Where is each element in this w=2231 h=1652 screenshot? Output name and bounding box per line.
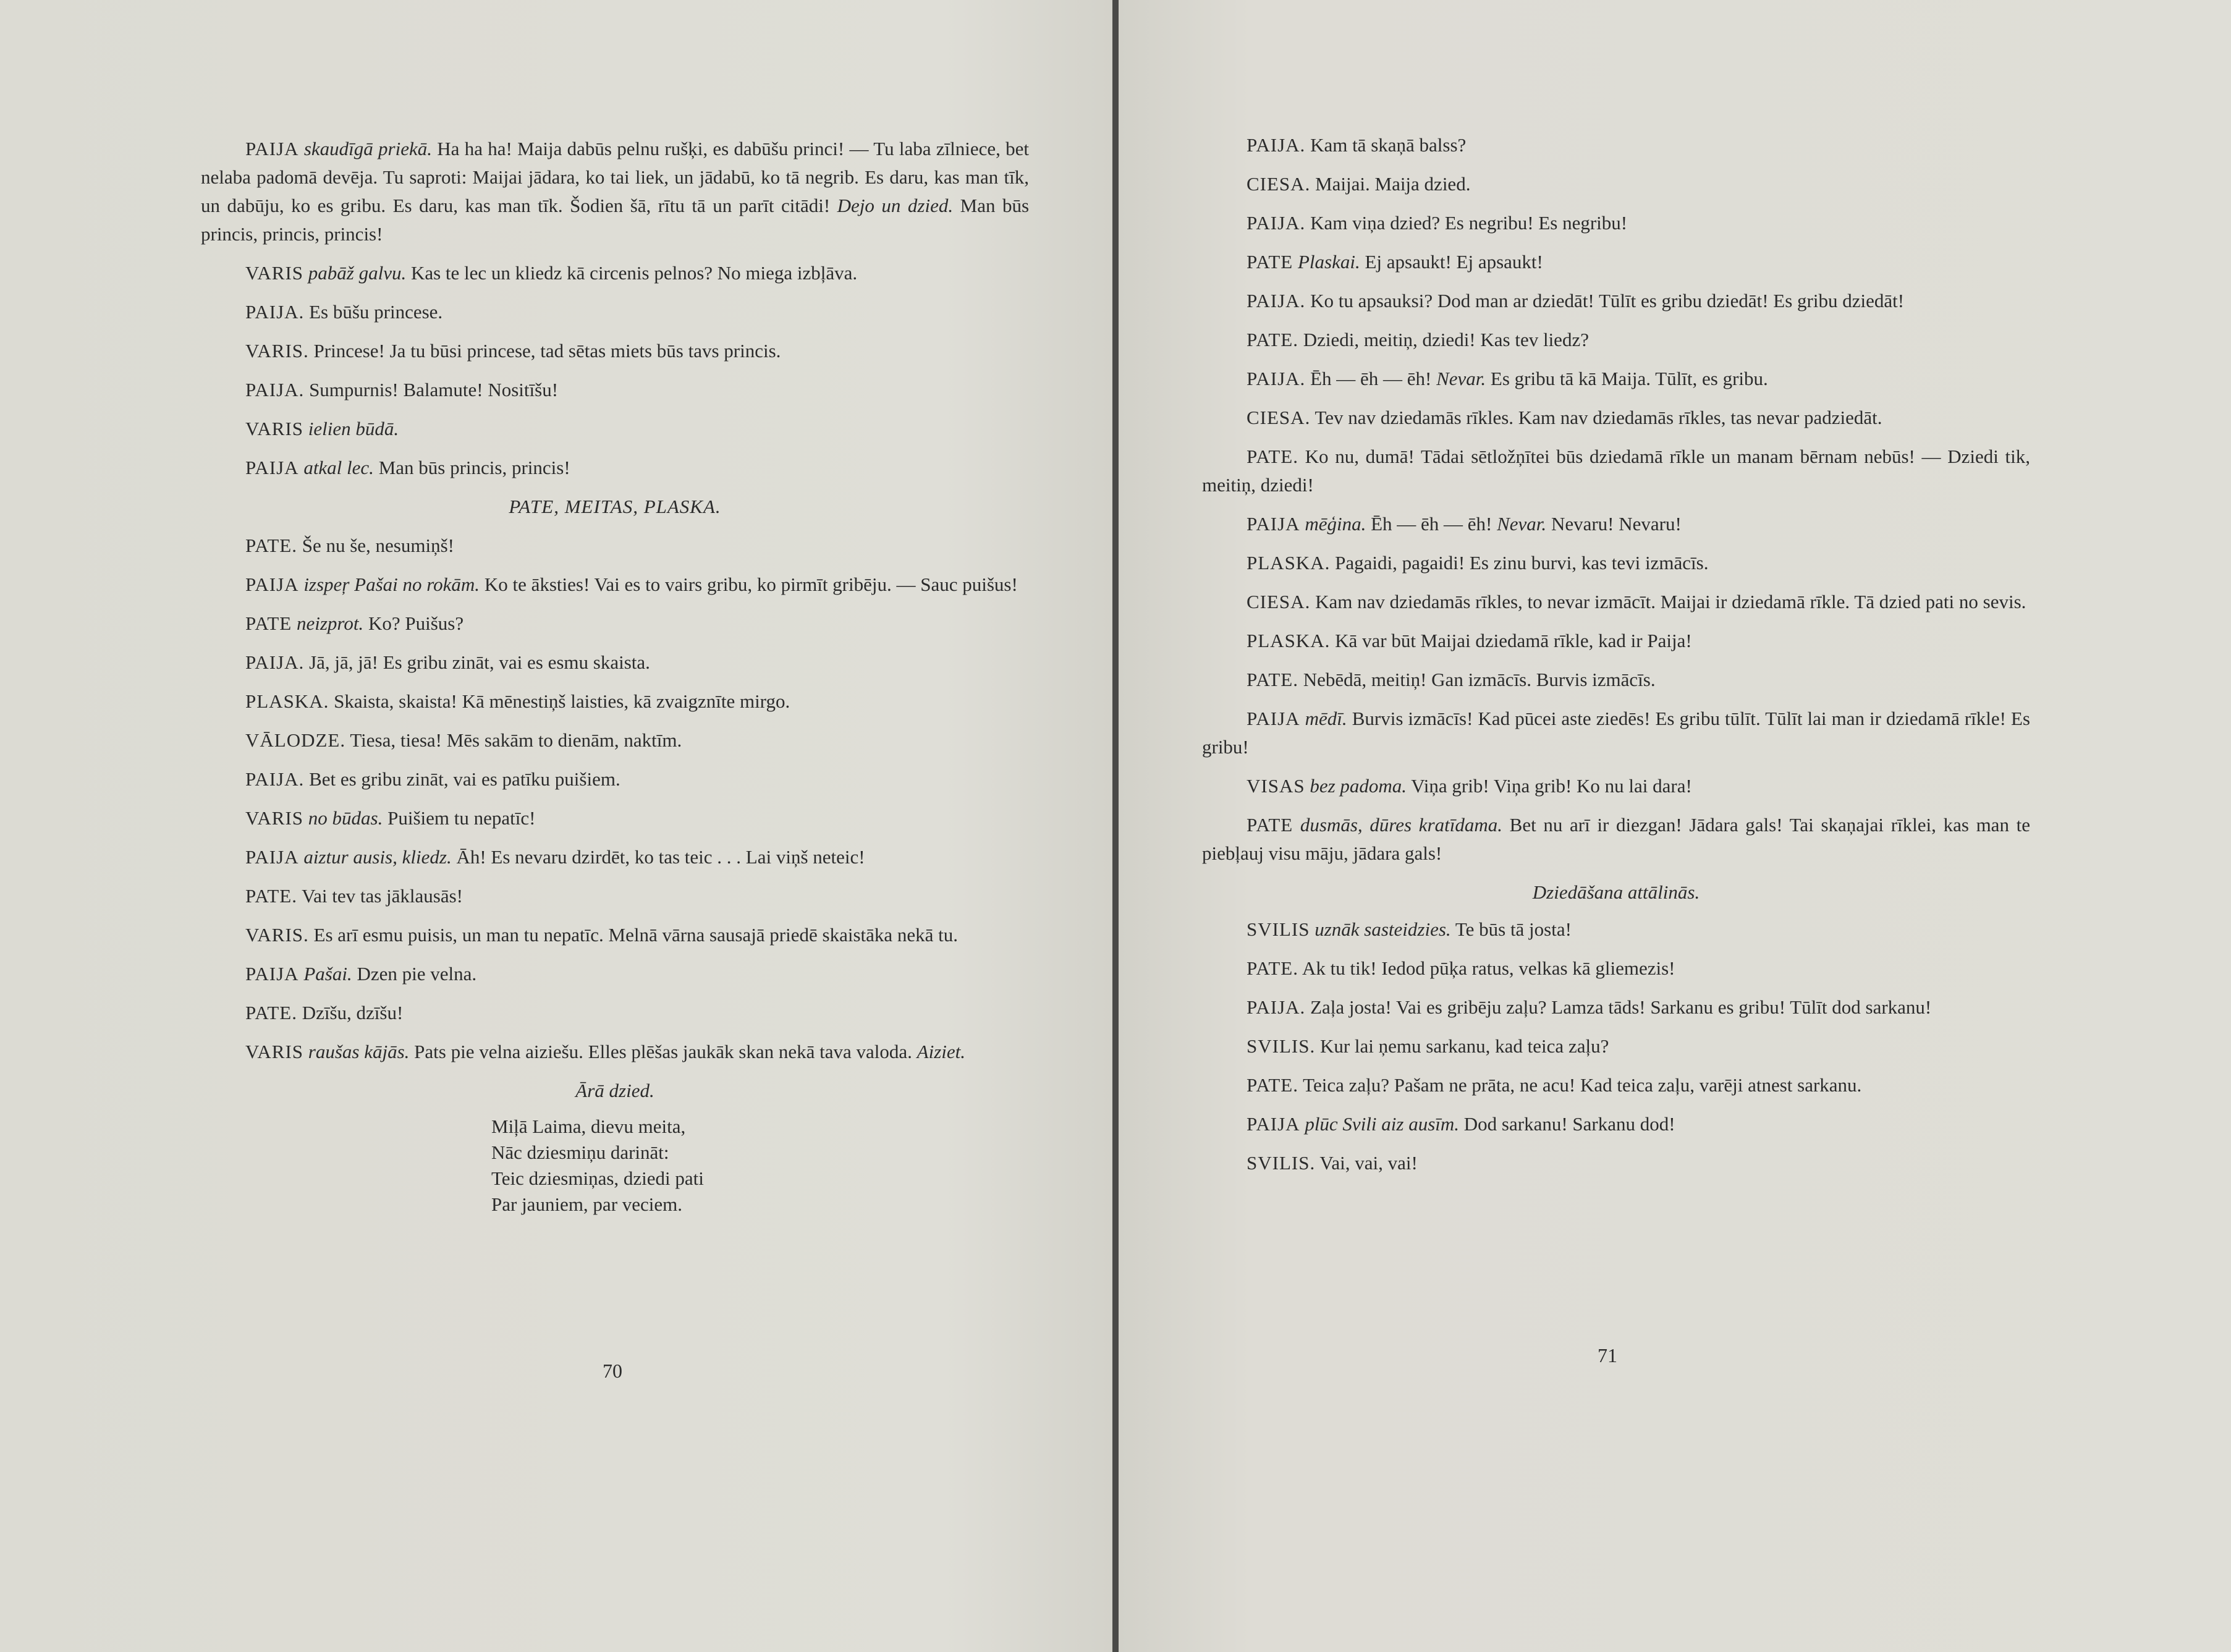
speaker-name: SVILIS. [1247,1035,1316,1057]
dialogue-line [1202,772,2030,800]
stage-direction: dusmās, dūres kratīdama. [1300,814,1502,836]
stage-direction: Nevar. [1497,513,1547,535]
dialogue-line [1202,627,2030,655]
speaker-name: PATE. [245,535,297,556]
dialogue-line [201,882,1029,910]
dialogue-line [1202,170,2030,198]
speaker-name: PAIJA. [245,379,305,400]
speaker-name: PAIJA [1247,1113,1300,1135]
dialogue-line [1202,131,2030,159]
line-text: Dod sarkanu! Sarkanu dod! [1463,1113,1675,1135]
line-text: Man būs princis, princis, princis! [201,195,1030,245]
line-text: Jā, jā, jā! Es gribu zināt, vai es esmu skaista. [309,651,650,673]
line-text: Te būs tā josta! [1455,918,1572,940]
speaker-name: VARIS. [245,924,309,946]
speaker-name: PAIJA [245,574,299,595]
speaker-name: SVILIS [1247,918,1310,940]
dialogue-line [201,804,1029,832]
dialogue-line [1202,915,2030,944]
stage-direction: raušas kājās. [308,1041,410,1062]
song-heading: Dziedāšana attālinās. [1532,881,1700,903]
speaker-name: PATE. [245,1002,297,1023]
book-gutter [1112,0,1119,1652]
speaker-name: PATE. [1247,329,1298,350]
dialogue-line [201,609,1029,638]
stage-direction: neizprot. [296,612,364,634]
dialogue-line [201,532,1029,560]
speaker-name: VARIS [245,807,304,829]
line-text: Ha ha ha! Maija dabūs pelnu rušķi, es dabūšu princi! — Tu laba zīlniece, bet nelaba padomā devēja. Tu saproti: Maijai jādara, ko tai liek, un jādabū, ko tā negrib. Es daru, kas man tīk, un dabūju, ko es gribu. Es daru, kas man tīk. Šodien šā, rītu tā un parīt citādi! [201,138,1030,216]
speaker-name: CIESA. [1247,173,1311,195]
verse-line: Miļā Laima, dievu meita, [491,1116,686,1137]
line-text: Es būšu princese. [309,301,443,323]
line-text: Ko? Puišus? [368,612,464,634]
dialogue-line [201,648,1029,677]
dialogue-line [1202,443,2030,499]
stage-direction: Aiziet. [917,1041,966,1062]
dialogue-line [201,960,1029,988]
right-page-text [1202,131,2030,1188]
dialogue-line [201,1038,1029,1066]
line-text: Še nu še, nesumiņš! [302,535,454,556]
stage-direction: mēģina. [1305,513,1366,535]
dialogue-line [1202,549,2030,577]
dialogue-line [201,999,1029,1027]
line-text: Pagaidi, pagaidi! Es zinu burvi, kas tevi izmācīs. [1335,552,1709,574]
line-text: Vai tev tas jāklausās! [302,885,464,907]
stage-direction: aiztur ausis, kliedz. [303,846,452,868]
stage-direction: pabāž galvu. [308,262,407,284]
speaker-name: PATE. [1247,957,1298,979]
speaker-name: PAIJA [1247,708,1300,729]
stage-direction: Nevar. [1436,368,1486,389]
line-text: Burvis izmācīs! Kad pūcei aste ziedēs! Es gribu tūlīt. Tūlīt lai man ir dziedamā rīkle! Es gribu! [1202,708,2030,758]
dialogue-line [1202,365,2030,393]
dialogue-line [1202,954,2030,983]
line-text: Maijai. Maija dzied. [1315,173,1471,195]
line-text: Viņa grib! Viņa grib! Ko nu lai dara! [1411,775,1692,797]
stage-direction: Dejo un dzied. [837,195,954,216]
speaker-name: PAIJA [245,138,299,159]
dialogue-line [1202,209,2030,237]
speaker-name: VARIS [245,262,304,284]
speaker-name: PAIJA [245,457,299,478]
line-text: Bet nu arī ir diezgan! Jādara gals! Tai skaņajai rīklei, kas man te piebļauj visu māju, jādara gals! [1202,814,2030,864]
verse-line: Par jauniem, par veciem. [491,1193,683,1215]
dialogue-line [1202,705,2030,761]
speaker-name: PAIJA. [1247,996,1306,1018]
line-text: Kam tā skaņā balss? [1310,134,1467,156]
page-number-left: 70 [603,1360,622,1382]
speaker-name: PATE [1247,814,1293,836]
dialogue-line [201,259,1029,287]
dialogue-line [1202,1032,2030,1061]
dialogue-line [201,843,1029,871]
speaker-name: VARIS. [245,340,309,362]
song-verse [491,1114,1029,1218]
speaker-name: PLASKA. [245,690,329,712]
dialogue-line [201,135,1029,248]
speaker-name: PATE. [245,885,297,907]
line-text: Vai, vai, vai! [1319,1152,1418,1174]
speaker-name: PAIJA. [1247,290,1306,311]
stage-direction: izspeŗ Pašai no rokām. [303,574,480,595]
line-text: Ēh — ēh — ēh! [1310,368,1432,389]
line-text: Tiesa, tiesa! Mēs sakām to dienām, naktīm. [350,729,682,751]
stage-direction: ielien būdā. [308,418,399,439]
speaker-name: PAIJA. [1247,368,1306,389]
speaker-name: PAIJA. [1247,134,1306,156]
dialogue-line [1202,1149,2030,1177]
dialogue-line [201,765,1029,794]
speaker-name: PAIJA. [245,768,305,790]
dialogue-line [1202,993,2030,1022]
line-text: Nevaru! Nevaru! [1551,513,1682,535]
scene-heading: PATE, MEITAS, PLASKA. [509,496,721,517]
line-text: Teica zaļu? Pašam ne prāta, ne acu! Kad teica zaļu, varēji atnest sarkanu. [1303,1074,1862,1096]
dialogue-line [201,337,1029,365]
speaker-name: PATE. [1247,1074,1298,1096]
speaker-name: PLASKA. [1247,552,1331,574]
speaker-name: VARIS [245,418,304,439]
speaker-name: VISAS [1247,775,1305,797]
line-text: Princese! Ja tu būsi princese, tad sētas miets būs tavs princis. [313,340,781,362]
line-text: Skaista, skaista! Kā mēnestiņš laisties, kā zvaigznīte mirgo. [334,690,790,712]
speaker-name: PAIJA. [245,651,305,673]
speaker-name: PAIJA. [245,301,305,323]
speaker-name: VARIS [245,1041,304,1062]
speaker-name: PLASKA. [1247,630,1331,651]
line-text: Es gribu tā kā Maija. Tūlīt, es gribu. [1490,368,1768,389]
dialogue-line [1202,811,2030,868]
dialogue-line [201,454,1029,482]
dialogue-line [201,726,1029,755]
line-text: Man būs princis, princis! [378,457,570,478]
line-text: Kā var būt Maijai dziedamā rīkle, kad ir Paija! [1335,630,1692,651]
left-page [0,0,1112,1652]
verse-line: Teic dziesmiņas, dziedi pati [491,1167,704,1189]
dialogue-line [1202,248,2030,276]
dialogue-line [201,921,1029,949]
line-text: Tev nav dziedamās rīkles. Kam nav dziedamās rīkles, tas nevar padziedāt. [1314,407,1882,428]
line-text: Zaļa josta! Vai es gribēju zaļu? Lamza tāds! Sarkanu es gribu! Tūlīt dod sarkanu! [1310,996,1932,1018]
line-text: Bet es gribu zināt, vai es patīku puišiem. [309,768,620,790]
line-text: Kam viņa dzied? Es negribu! Es negribu! [1310,212,1628,234]
speaker-name: PAIJA [245,963,299,985]
line-text: Dzīšu, dzīšu! [302,1002,404,1023]
dialogue-line [1202,510,2030,538]
stage-direction: uznāk sasteidzies. [1314,918,1451,940]
speaker-name: PATE [1247,251,1293,273]
dialogue-line [201,376,1029,404]
speaker-name: CIESA. [1247,591,1311,612]
line-text: Puišiem tu nepatīc! [387,807,536,829]
stage-direction: Plaskai. [1297,251,1360,273]
stage-direction: mēdī. [1305,708,1347,729]
line-text: Sumpurnis! Balamute! Nositīšu! [309,379,559,400]
speaker-name: VĀLODZE. [245,729,346,751]
stage-direction: Pašai. [303,963,352,985]
speaker-name: CIESA. [1247,407,1311,428]
dialogue-line [1202,588,2030,616]
right-page [1119,0,2231,1652]
speaker-name: PAIJA [245,846,299,868]
stage-direction: atkal lec. [303,457,374,478]
line-text: Dzen pie velna. [357,963,477,985]
speaker-name: SVILIS. [1247,1152,1316,1174]
speaker-name: PATE [245,612,292,634]
dialogue-line [201,298,1029,326]
dialogue-line [1202,404,2030,432]
dialogue-line [201,415,1029,443]
dialogue-line [1202,326,2030,354]
speaker-name: PAIJA. [1247,212,1306,234]
dialogue-line [201,570,1029,599]
line-text: Ko tu apsauksi? Dod man ar dziedāt! Tūlīt es gribu dziedāt! Es gribu dziedāt! [1310,290,1905,311]
page-number-right: 71 [1598,1344,1617,1366]
line-text: Ēh — ēh — ēh! [1371,513,1492,535]
speaker-name: PATE. [1247,669,1298,690]
stage-direction: no būdas. [308,807,383,829]
line-text: Āh! Es nevaru dzirdēt, ko tas teic . . . Lai viņš neteic! [456,846,865,868]
stage-direction: plūc Svili aiz ausīm. [1305,1113,1460,1135]
line-text: Nebēdā, meitiņ! Gan izmācīs. Burvis izmācīs. [1303,669,1656,690]
dialogue-line [1202,1071,2030,1099]
line-text: Pats pie velna aiziešu. Elles plēšas jaukāk skan nekā tava valoda. [414,1041,912,1062]
speaker-name: PAIJA [1247,513,1300,535]
line-text: Kas te lec un kliedz kā circenis pelnos? No miega izbļāva. [410,262,858,284]
dialogue-line [1202,666,2030,694]
song-heading: Ārā dzied. [575,1080,654,1101]
dialogue-line [201,687,1029,716]
dialogue-line [1202,1110,2030,1138]
dialogue-line [1202,287,2030,315]
line-text: Es arī esmu puisis, un man tu nepatīc. Melnā vārna sausajā priedē skaistāka nekā tu. [313,924,959,946]
stage-direction: skaudīgā priekā. [303,138,432,159]
line-text: Kam nav dziedamās rīkles, to nevar izmācīt. Maijai ir dziedamā rīkle. Tā dzied pati no sevis. [1315,591,2026,612]
speaker-name: PATE. [1247,446,1298,467]
stage-direction: bez padoma. [1310,775,1407,797]
line-text: Dziedi, meitiņ, dziedi! Kas tev liedz? [1303,329,1589,350]
verse-line: Nāc dziesmiņu darināt: [491,1142,669,1163]
line-text: Kur lai ņemu sarkanu, kad teica zaļu? [1319,1035,1609,1057]
line-text: Ko nu, dumā! Tādai sētložņītei būs dziedamā rīkle un manam bērnam nebūs! — Dziedi tik, meitiņ, dziedi! [1202,446,2030,496]
line-text: Ej apsaukt! Ej apsaukt! [1365,251,1543,273]
line-text: Ko te āksties! Vai es to vairs gribu, ko pirmīt gribēju. — Sauc puišus! [484,574,1018,595]
left-page-text [201,135,1029,1218]
line-text: Ak tu tik! Iedod pūķa ratus, velkas kā gliemezis! [1302,957,1675,979]
